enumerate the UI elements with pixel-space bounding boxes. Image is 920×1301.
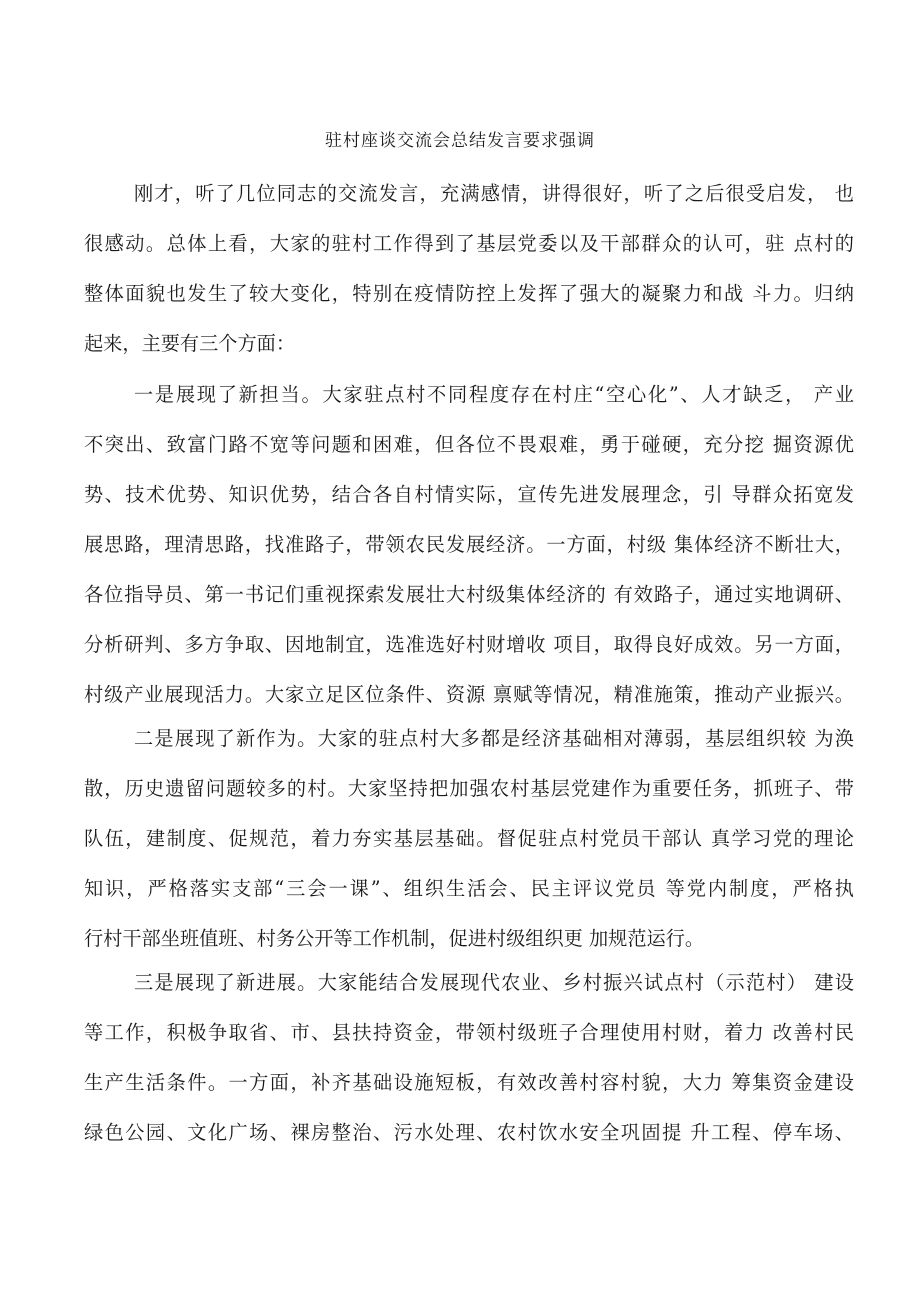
text-line: 等工作，积极争取省、市、县扶持资金，带领村级班子合理使用村财，着力 改善村民 [84, 1021, 854, 1044]
text-line: 不突出、致富门路不宽等问题和困难，但各位不畏艰难，勇于碰硬，充分挖 掘资源优 [84, 433, 854, 456]
text-line: 分析研判、多方争取、因地制宜，选准选好村财增收 项目，取得良好成效。另一方面， [84, 633, 854, 656]
paragraph-new-action [84, 714, 854, 964]
text-line: 知识，严格落实支部“三会一课”、组织生活会、民主评议党员 等党内制度，严格执 [84, 877, 854, 900]
text-line: 二是展现了新作为。大家的驻点村大多都是经济基础相对薄弱，基层组织较 为涣 [134, 727, 854, 750]
text-line: 各位指导员、第一书记们重视探索发展壮大村级集体经济的 有效路子，通过实地调研、 [84, 583, 854, 606]
text-line: 整体面貌也发生了较大变化，特别在疫情防控上发挥了强大的凝聚力和战 斗力。归纳 [84, 282, 854, 305]
text-line: 很感动。总体上看，大家的驻村工作得到了基层党委以及干部群众的认可，驻 点村的 [84, 232, 854, 255]
paragraph-new-progress [84, 958, 854, 1158]
text-line: 村级产业展现活力。大家立足区位条件、资源 禀赋等情况，精准施策，推动产业振兴。 [84, 683, 854, 706]
text-line: 一是展现了新担当。大家驻点村不同程度存在村庄“空心化”、人才缺乏， 产业 [134, 383, 854, 406]
text-line: 散，历史遗留问题较多的村。大家坚持把加强农村基层党建作为重要任务，抓班子、带 [84, 777, 854, 800]
text-line: 展思路，理清思路，找准路子，带领农民发展经济。一方面，村级 集体经济不断壮大， [84, 533, 854, 556]
paragraph-new-responsibility [84, 370, 854, 720]
document-title: 驻村座谈交流会总结发言要求强调 [325, 131, 595, 151]
text-line: 三是展现了新进展。大家能结合发展现代农业、乡村振兴试点村（示范村） 建设 [134, 971, 854, 994]
text-line: 行村干部坐班值班、村务公开等工作机制，促进村级组织更 加规范运行。 [84, 927, 705, 950]
text-line: 绿色公园、文化广场、裸房整治、污水处理、农村饮水安全巩固提 升工程、停车场、 [84, 1121, 854, 1144]
paragraph-intro [84, 169, 854, 369]
text-line: 起来，主要有三个方面： [84, 332, 296, 355]
text-line: 势、技术优势、知识优势，结合各自村情实际，宣传先进发展理念，引 导群众拓宽发 [84, 483, 854, 506]
text-line: 刚才，听了几位同志的交流发言，充满感情，讲得很好，听了之后很受启发， 也 [134, 182, 854, 205]
text-line: 队伍，建制度、促规范，着力夯实基层基础。督促驻点村党员干部认 真学习党的理论 [84, 827, 854, 850]
text-line: 生产生活条件。一方面，补齐基础设施短板，有效改善村容村貌，大力 筹集资金建设 [84, 1071, 854, 1094]
